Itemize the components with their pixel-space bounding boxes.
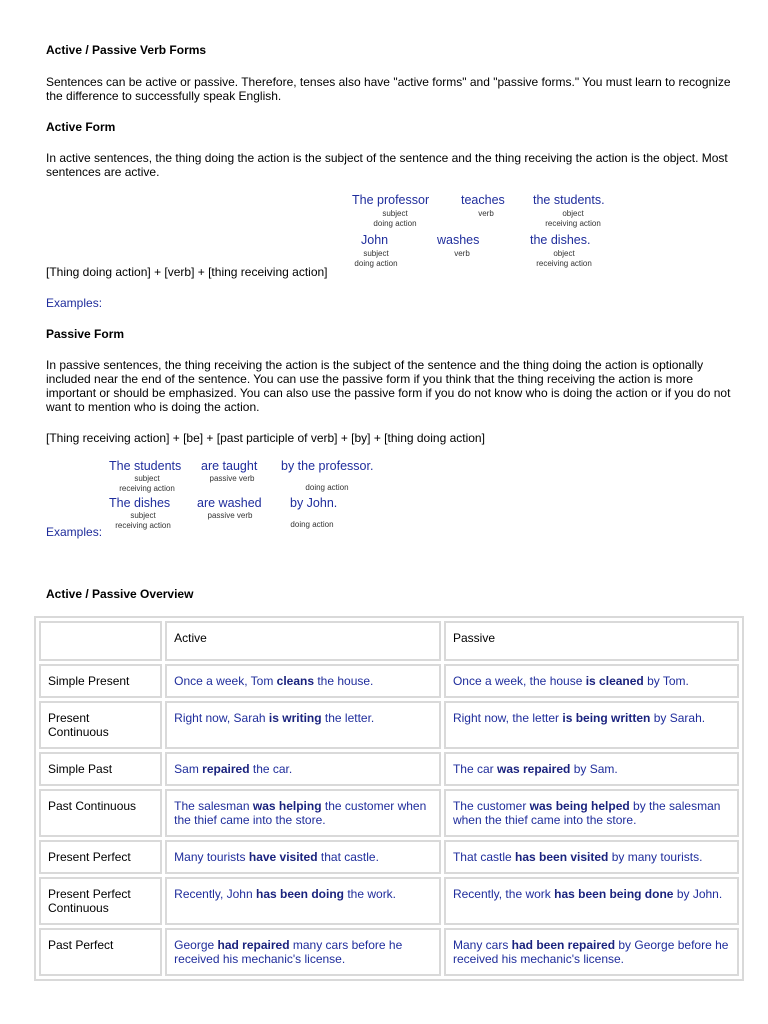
label-line: receiving action (115, 521, 171, 530)
verb-form-highlight: is being written (562, 711, 651, 725)
passive-formula: [Thing receiving action] + [be] + [past participle of verb] + [by] + [thing doing action] (46, 431, 485, 445)
passive-ex1-verb-label: passive verb (209, 474, 255, 483)
tense-cell: Simple Past (39, 752, 162, 786)
passive-example-cell (444, 877, 739, 925)
active-ex1-object: the students. (533, 193, 605, 207)
active-ex1-subject: The professor (352, 193, 430, 207)
verb-form-highlight: have visited (248, 850, 318, 864)
example-text: Right now, the letter (452, 711, 563, 725)
example-text: Many cars (452, 938, 512, 952)
verb-form-highlight: was being helped (529, 799, 630, 813)
example-text: the house. (314, 674, 374, 688)
passive-ex1-subject: The students (109, 459, 182, 473)
passive-ex2-verb-label: passive verb (207, 511, 253, 520)
passive-ex2-agent-label: doing action (290, 520, 334, 529)
passive-ex2-subject: The dishes (109, 496, 171, 510)
example-text: George (174, 938, 218, 952)
active-example-cell (165, 877, 441, 925)
active-form-heading: Active Form (46, 120, 116, 134)
active-formula: [Thing doing action] + [verb] + [thing receiving action] (46, 265, 328, 279)
table-row (39, 752, 739, 786)
example-text: the letter. (321, 711, 375, 725)
label-line: doing action (373, 219, 417, 228)
verb-form-highlight: had repaired (217, 938, 290, 952)
tense-cell: Present Perfect (39, 840, 162, 874)
example-text: by the salesman when the thief came into the store. (452, 799, 721, 827)
passive-ex2-agent: by John. (290, 496, 338, 510)
active-form-paragraph: In active sentences, the thing doing the action is the subject of the sentence and the thing receiving the action is the object. Most sentences are active. (46, 151, 728, 179)
verb-form-highlight: has been doing (255, 887, 344, 901)
example-text: The customer (452, 799, 530, 813)
active-ex1-object-label (538, 209, 608, 229)
passive-examples-label: Examples: (46, 525, 103, 539)
intro-paragraph: Sentences can be active or passive. Therefore, tenses also have "active forms" and "passive forms." You must learn to recognize the difference to successfully speak English. (46, 75, 731, 103)
table-row (39, 928, 739, 976)
active-example-cell (165, 928, 441, 976)
example-text: many cars before he received his mechanic's license. (174, 938, 403, 966)
passive-form-heading: Passive Form (46, 327, 125, 341)
verb-form-highlight: cleans (276, 674, 315, 688)
tense-cell: Present Perfect Continuous (39, 877, 162, 925)
example-text: by many tourists. (608, 850, 703, 864)
passive-form-paragraph: In passive sentences, the thing receiving the action is the subject of the sentence and the thing doing the action is optionally included near the end of the sentence. You can use the passive form if you think that the thing receiving the action is more important or should be emphasized. You can also use the passive form if you do not know who is doing the action or if you do not want to mention who is doing the action. (46, 358, 731, 414)
example-text: Right now, Sarah (174, 711, 269, 725)
active-example-cell (165, 789, 441, 837)
example-text: by George before he received his mechanic's license. (452, 938, 729, 966)
example-text: The salesman (174, 799, 253, 813)
passive-example-cell (444, 701, 739, 749)
example-text: by John. (673, 887, 723, 901)
example-text: Recently, John (174, 887, 256, 901)
label-line: object (553, 249, 575, 258)
example-text: that castle. (317, 850, 379, 864)
active-ex2-object: the dishes. (530, 233, 591, 247)
passive-example-cell (444, 840, 739, 874)
passive-ex1-agent: by the professor. (281, 459, 374, 473)
active-example-cell (165, 752, 441, 786)
passive-example-cell (444, 928, 739, 976)
passive-ex2-verb: are washed (197, 496, 262, 510)
example-text: That castle (452, 850, 515, 864)
passive-example-cell (444, 789, 739, 837)
passive-ex2-subject-label (108, 511, 178, 531)
label-line: subject (382, 209, 408, 218)
table-row (39, 789, 739, 837)
tense-cell: Past Perfect (39, 928, 162, 976)
label-line: subject (134, 474, 160, 483)
label-line: receiving action (545, 219, 601, 228)
verb-form-highlight: has been being done (554, 887, 674, 901)
table-row (39, 840, 739, 874)
example-text: The car (452, 762, 497, 776)
label-line: subject (130, 511, 156, 520)
passive-ex1-agent-label: doing action (305, 483, 349, 492)
example-text: by Sarah. (650, 711, 706, 725)
example-text: the work. (344, 887, 397, 901)
active-example-cell (165, 664, 441, 698)
active-ex1-verb-label: verb (478, 209, 494, 218)
active-examples-label: Examples: (46, 296, 103, 310)
verb-form-highlight: is writing (268, 711, 322, 725)
passive-example-cell (444, 752, 739, 786)
active-ex2-verb-label: verb (454, 249, 470, 258)
label-line: receiving action (536, 259, 592, 268)
table-row (39, 877, 739, 925)
header-cell-active: Active (165, 621, 441, 661)
example-text: Many tourists (174, 850, 249, 864)
example-text: the customer when the thief came into the store. (174, 799, 427, 827)
active-ex1-subject-label (365, 209, 425, 229)
verb-form-highlight: is cleaned (585, 674, 644, 688)
example-text: by Tom. (643, 674, 689, 688)
active-ex2-object-label (529, 249, 599, 269)
header-cell (39, 621, 162, 661)
label-line: object (562, 209, 584, 218)
verb-form-highlight: had been repaired (511, 938, 616, 952)
tense-cell: Past Continuous (39, 789, 162, 837)
passive-example-cell (444, 664, 739, 698)
overview-heading: Active / Passive Overview (46, 587, 194, 601)
active-example-cell (165, 840, 441, 874)
example-text: Once a week, the house (452, 674, 586, 688)
active-example-cell (165, 701, 441, 749)
table-row (39, 664, 739, 698)
tense-cell: Simple Present (39, 664, 162, 698)
active-ex2-subject: John (361, 233, 389, 247)
page-title: Active / Passive Verb Forms (46, 43, 207, 57)
overview-table (34, 616, 744, 981)
example-text: by Sam. (570, 762, 618, 776)
example-text: Once a week, Tom (174, 674, 277, 688)
verb-form-highlight: was repaired (496, 762, 571, 776)
passive-ex1-subject-label (112, 474, 182, 494)
active-ex2-verb: washes (437, 233, 480, 247)
verb-form-highlight: has been visited (515, 850, 609, 864)
active-ex1-verb: teaches (461, 193, 505, 207)
table-header-row (39, 621, 739, 661)
example-text: Sam (174, 762, 203, 776)
verb-form-highlight: was helping (252, 799, 322, 813)
verb-form-highlight: repaired (202, 762, 250, 776)
tense-cell: Present Continuous (39, 701, 162, 749)
header-cell-passive: Passive (444, 621, 739, 661)
label-line: subject (363, 249, 389, 258)
label-line: doing action (354, 259, 398, 268)
table-row (39, 701, 739, 749)
passive-ex1-verb: are taught (201, 459, 258, 473)
active-ex2-subject-label (346, 249, 406, 269)
example-text: Recently, the work (452, 887, 555, 901)
label-line: receiving action (119, 484, 175, 493)
example-text: the car. (249, 762, 293, 776)
